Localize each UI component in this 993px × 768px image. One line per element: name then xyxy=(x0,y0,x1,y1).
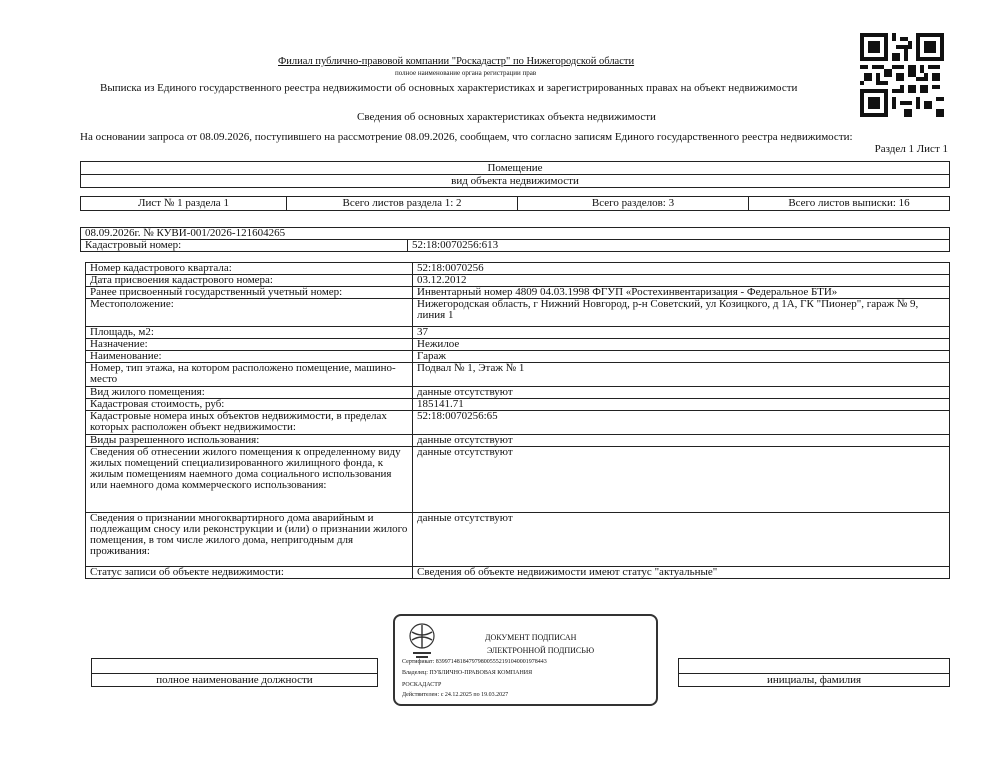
position-field xyxy=(92,659,378,674)
total-sheets-extract: Всего листов выписки: 16 xyxy=(749,197,950,211)
certificate-owner-2: РОСКАДАСТР xyxy=(402,682,442,688)
characteristics-table xyxy=(85,262,950,579)
object-type-caption: вид объекта недвижимости xyxy=(81,175,950,188)
row-value: 185141.71 xyxy=(413,399,950,411)
row-label: Наименование: xyxy=(86,351,413,363)
certificate-number: Сертификат: 8399714818479798005552191040001978443 xyxy=(402,659,547,665)
row-label: Кадастровые номера иных объектов недвижимости, в пределах которых расположен объект недвижимости: xyxy=(86,411,413,435)
row-value: Инвентарный номер 4809 04.03.1998 ФГУП «Ростехинвентаризация - Федеральное БТИ» xyxy=(413,287,950,299)
row-value: Нижегородская область, г Нижний Новгород, р-н Советский, ул Козицкого, д 1А, ГК "Пионер", гараж № 9, линия 1 xyxy=(413,299,950,327)
total-sections: Всего разделов: 3 xyxy=(518,197,749,211)
object-type-table xyxy=(80,161,950,188)
document-subtitle: Сведения об основных характеристиках объекта недвижимости xyxy=(357,111,656,123)
row-label: Сведения о признании многоквартирного дома аварийным и подлежащим сносу или реконструкции и (или) о признании жилого помещения, в том числе жилого дома, непригодным для проживания: xyxy=(86,513,413,567)
row-label: Статус записи об объекте недвижимости: xyxy=(86,567,413,579)
row-label: Виды разрешенного использования: xyxy=(86,435,413,447)
row-value: данные отсутствуют xyxy=(413,513,950,567)
row-label: Номер кадастрового квартала: xyxy=(86,263,413,275)
row-label: Сведения об отнесении жилого помещения к определенному виду жилых помещений специализированного жилищного фонда, к жилым помещениям наемного дома социального использования или наемного дома коммерческого использования: xyxy=(86,447,413,513)
row-value: Нежилое xyxy=(413,339,950,351)
total-sheets-section: Всего листов раздела 1: 2 xyxy=(287,197,518,211)
e-signature-stamp xyxy=(393,614,658,706)
organization-name: Филиал публично-правовой компании "Роскадастр" по Нижегородской области xyxy=(278,56,635,67)
section-label: Раздел 1 Лист 1 xyxy=(874,143,948,155)
row-value: 52:18:0070256:65 xyxy=(413,411,950,435)
position-caption: полное наименование должности xyxy=(92,674,378,687)
row-label: Дата присвоения кадастрового номера: xyxy=(86,275,413,287)
row-label: Площадь, м2: xyxy=(86,327,413,339)
row-label: Номер, тип этажа, на котором расположено помещение, машино-место xyxy=(86,363,413,387)
stamp-title-2: ЭЛЕКТРОННОЙ ПОДПИСЬЮ xyxy=(487,646,595,655)
sheet-number: Лист № 1 раздела 1 xyxy=(81,197,287,211)
row-label: Кадастровая стоимость, руб: xyxy=(86,399,413,411)
row-label: Назначение: xyxy=(86,339,413,351)
sheets-table xyxy=(80,196,950,211)
qr-code xyxy=(860,33,944,117)
row-value: 03.12.2012 xyxy=(413,275,950,287)
certificate-validity: Действителен: с 24.12.2025 по 19.03.2027 xyxy=(402,692,509,698)
document-title: Выписка из Единого государственного реестра недвижимости об основных характеристиках и зарегистрированных правах на объект недвижимости xyxy=(100,82,798,94)
row-value: Подвал № 1, Этаж № 1 xyxy=(413,363,950,387)
row-label: Местоположение: xyxy=(86,299,413,327)
row-value: 52:18:0070256 xyxy=(413,263,950,275)
stamp-title: ДОКУМЕНТ ПОДПИСАН xyxy=(485,633,577,642)
certificate-owner: Владелец: ПУБЛИЧНО-ПРАВОВАЯ КОМПАНИЯ xyxy=(402,670,533,676)
intro-text: На основании запроса от 08.09.2026, поступившего на рассмотрение 08.09.2026, сообщаем, что согласно записям Единого государственного реестра недвижимости: xyxy=(80,131,853,143)
row-label: Ранее присвоенный государственный учетный номер: xyxy=(86,287,413,299)
emblem-icon xyxy=(408,622,436,662)
row-value: Гараж xyxy=(413,351,950,363)
object-type: Помещение xyxy=(81,162,950,175)
row-value: 37 xyxy=(413,327,950,339)
cadastral-number-label: Кадастровый номер: xyxy=(81,240,408,252)
extract-number: 08.09.2026г. № КУВИ-001/2026-121604265 xyxy=(81,228,950,240)
extract-number-table xyxy=(80,227,950,252)
row-value: данные отсутствуют xyxy=(413,387,950,399)
row-label: Вид жилого помещения: xyxy=(86,387,413,399)
row-value: данные отсутствуют xyxy=(413,435,950,447)
row-value: Сведения об объекте недвижимости имеют статус "актуальные" xyxy=(413,567,950,579)
organization-caption: полное наименование органа регистрации прав xyxy=(395,69,537,77)
cadastral-number-value: 52:18:0070256:613 xyxy=(408,240,950,252)
name-field xyxy=(679,659,950,674)
row-value: данные отсутствуют xyxy=(413,447,950,513)
name-caption: инициалы, фамилия xyxy=(679,674,950,687)
